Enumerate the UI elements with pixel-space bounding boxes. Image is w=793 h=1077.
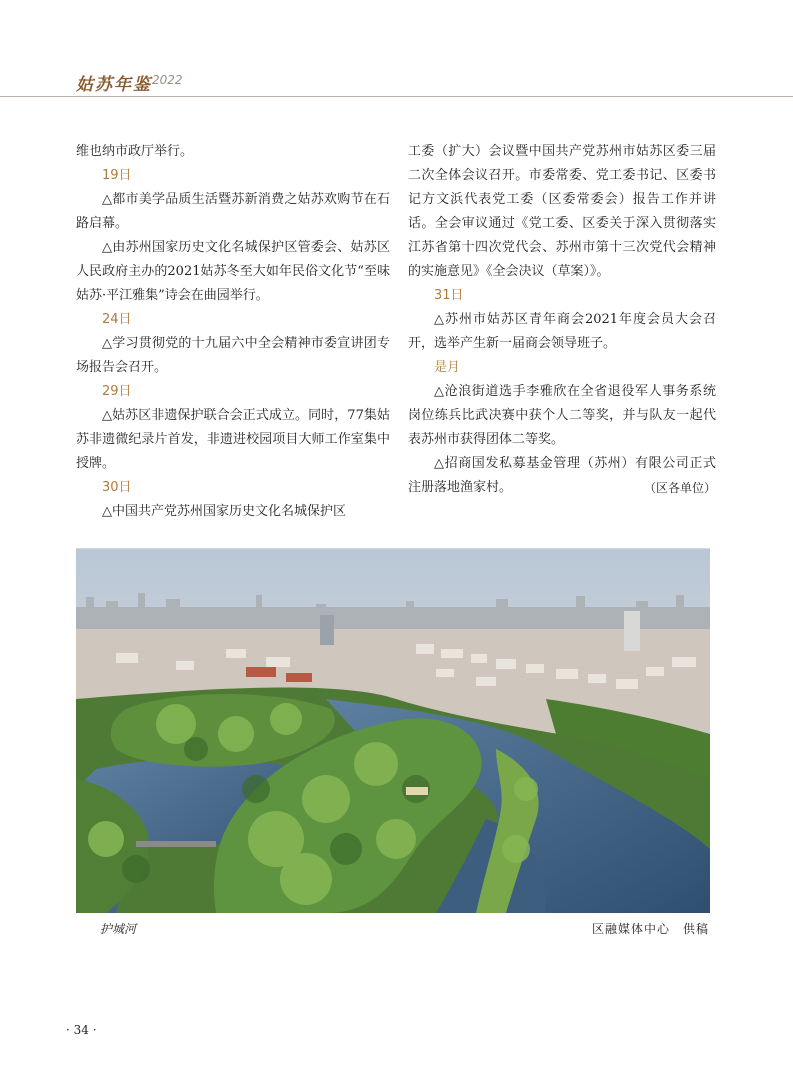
page-header	[0, 0, 793, 97]
header-year: 2022	[152, 73, 183, 87]
date-heading: 是月	[434, 360, 461, 375]
entry-paragraph: △姑苏区非遗保护联合会正式成立。同时，77集姑苏非遗微纪录片首发，非遗进校园项目大师工作室集中授牌。	[76, 408, 390, 471]
date-heading: 19日	[102, 168, 132, 183]
entry-paragraph: △都市美学品质生活暨苏新消费之姑苏欢购节在石路启幕。	[76, 192, 390, 231]
right-column	[408, 140, 716, 500]
date-heading: 29日	[102, 384, 132, 399]
left-column	[76, 140, 390, 524]
source-note: （区各单位）	[643, 481, 716, 495]
date-heading: 24日	[102, 312, 132, 327]
photo-credit: 区融媒体中心 供稿	[591, 922, 709, 936]
entry-paragraph: △中国共产党苏州国家历史文化名城保护区	[102, 504, 346, 519]
header-title: 姑苏年鉴	[76, 75, 152, 95]
moat-aerial-photo	[76, 548, 710, 913]
page-number: · 34 ·	[66, 1023, 97, 1037]
paragraph: 维也纳市政厅举行。	[76, 144, 194, 159]
entry-paragraph: △沧浪街道选手李雅欣在全省退役军人事务系统岗位练兵比武决赛中获个人二等奖，并与队友一起代表苏州市获得团体二等奖。	[408, 384, 716, 447]
entry-paragraph: △苏州市姑苏区青年商会2021年度会员大会召开，选举产生新一届商会领导班子。	[408, 312, 716, 351]
entry-paragraph: △学习贯彻党的十九届六中全会精神市委宣讲团专场报告会召开。	[76, 336, 390, 375]
entry-paragraph: △由苏州国家历史文化名城保护区管委会、姑苏区人民政府主办的2021姑苏冬至大如年民俗文化节“至味姑苏·平江雅集”诗会在曲园举行。	[76, 240, 390, 303]
paragraph: 工委（扩大）会议暨中国共产党苏州市姑苏区委三届二次全体会议召开。市委常委、党工委书记、区委书记方文浜代表党工委（区委常委会）报告工作并讲话。全会审议通过《党工委、区委关于深入贯彻落实江苏省第十四次党代会、苏州市第十三次党代会精神的实施意见》《全会决议（草案）》。	[408, 144, 716, 279]
date-heading: 30日	[102, 480, 132, 495]
date-heading: 31日	[434, 288, 464, 303]
photo-caption: 护城河	[100, 922, 137, 936]
entry-paragraph	[408, 452, 716, 500]
entry-text: △招商国发私募基金管理（苏州）有限公司正式注册落地渔家村。	[408, 456, 716, 495]
